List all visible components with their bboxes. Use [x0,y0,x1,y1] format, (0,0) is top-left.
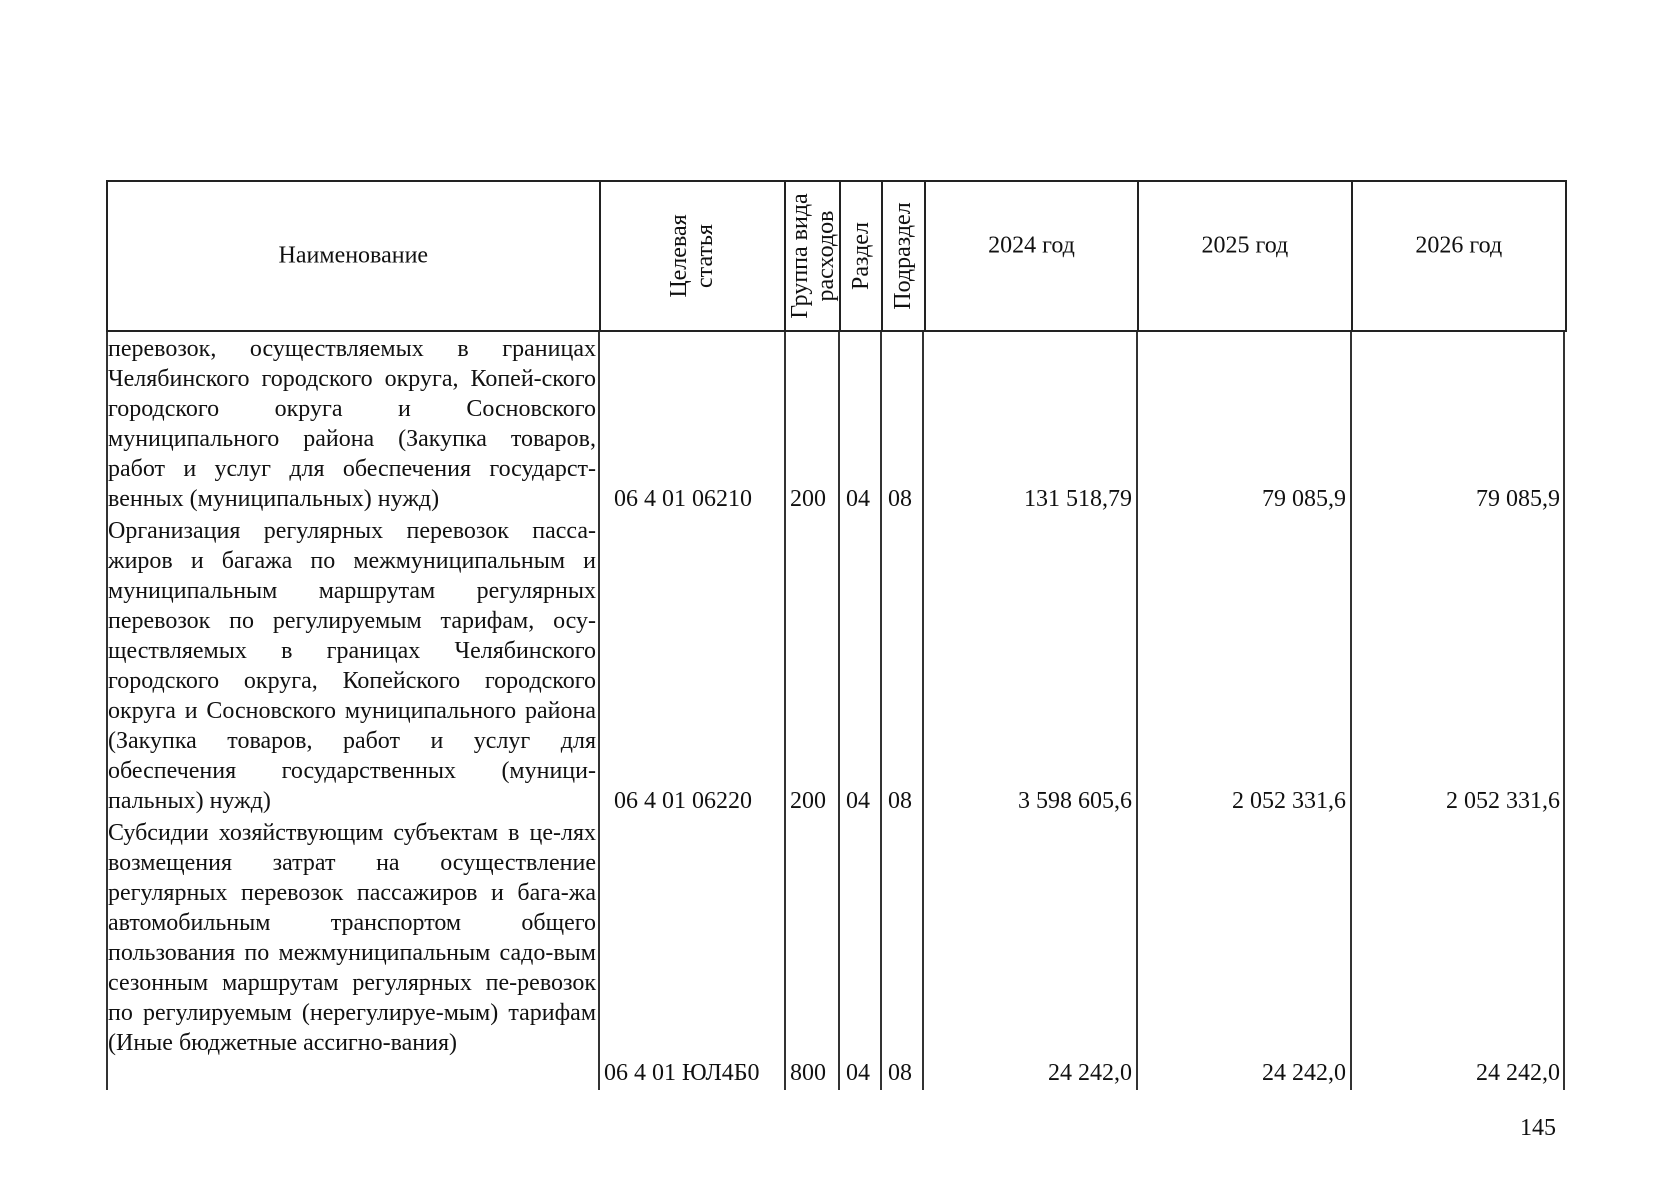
header-subsection: Подраздел [890,202,917,310]
header-2026-cell [1353,182,1565,330]
row-2-2026: 2 052 331,6 [1446,788,1560,814]
header-target-article: Целевая статья [666,214,719,298]
column-line [922,332,924,1090]
header-name-cell [108,182,601,330]
header-2024-cell [926,182,1139,330]
row-1-2024: 131 518,79 [1024,486,1132,512]
row-2-2025: 2 052 331,6 [1232,788,1346,814]
row-3-2026: 24 242,0 [1476,1060,1560,1086]
header-expense-group: Группа вида расходов [786,193,839,319]
row-1-2025: 79 085,9 [1262,486,1346,512]
row-3-expense-group: 800 [790,1060,826,1086]
column-line [880,332,882,1090]
row-3-target-article: 06 4 01 ЮЛ4Б0 [604,1060,760,1086]
table-header [106,180,1567,332]
page-number: 145 [1520,1115,1556,1141]
header-subsection-cell [883,182,926,330]
column-line [1350,332,1352,1090]
column-line [1563,332,1565,1090]
row-2-expense-group: 200 [790,788,826,814]
column-line [784,332,786,1090]
header-name: Наименование [278,242,429,269]
row-2-subsection: 08 [888,788,912,814]
row-1-section: 04 [846,486,870,512]
column-line [838,332,840,1090]
header-2024: 2024 год [988,232,1075,259]
row-1-name: перевозок, осуществляемых в границах Челябинского городского округа, Копей-ского городского округа и Сосновского муниципального района (Закупка товаров, работ и услуг для обеспечения государст-венных (муниципальных) нужд) [108,336,596,512]
header-section-cell [841,182,883,330]
row-1-expense-group: 200 [790,486,826,512]
row-2-section: 04 [846,788,870,814]
header-2025-cell [1139,182,1352,330]
row-1-2026: 79 085,9 [1476,486,1560,512]
row-2-name: Организация регулярных перевозок пасса-жиров и багажа по межмуниципальным и муниципальным маршрутам регулярных перевозок по регулируемым тарифам, осу-ществляемых в границах Челябинского городского округа, Копейского городского округа и Сосновского муниципального района (Закупка товаров, работ и услуг для обеспечения государственных (муници-пальных) нужд) [108,518,596,814]
row-2-target-article: 06 4 01 06220 [614,788,752,814]
row-1-subsection: 08 [888,486,912,512]
row-3-2024: 24 242,0 [1048,1060,1132,1086]
row-3-2025: 24 242,0 [1262,1060,1346,1086]
column-line [598,332,600,1090]
row-1-target-article: 06 4 01 06210 [614,486,752,512]
row-3-subsection: 08 [888,1060,912,1086]
header-2025: 2025 год [1201,232,1289,259]
row-3-section: 04 [846,1060,870,1086]
header-section: Раздел [847,222,874,290]
header-expense-group-cell [786,182,841,330]
header-target-article-cell [601,182,786,330]
row-3-name: Субсидии хозяйствующим субъектам в це-лях возмещения затрат на осуществление регулярных перевозок пассажиров и бага-жа автомобильным транспортом общего пользования по межмуниципальным садо-вым сезонным маршрутам регулярных пе-ревозок по регулируемым (нерегулируе-мым) тарифам (Иные бюджетные ассигно-вания) [108,820,596,1056]
row-2-2024: 3 598 605,6 [1018,788,1132,814]
header-2026: 2026 год [1415,232,1503,259]
column-line [1136,332,1138,1090]
